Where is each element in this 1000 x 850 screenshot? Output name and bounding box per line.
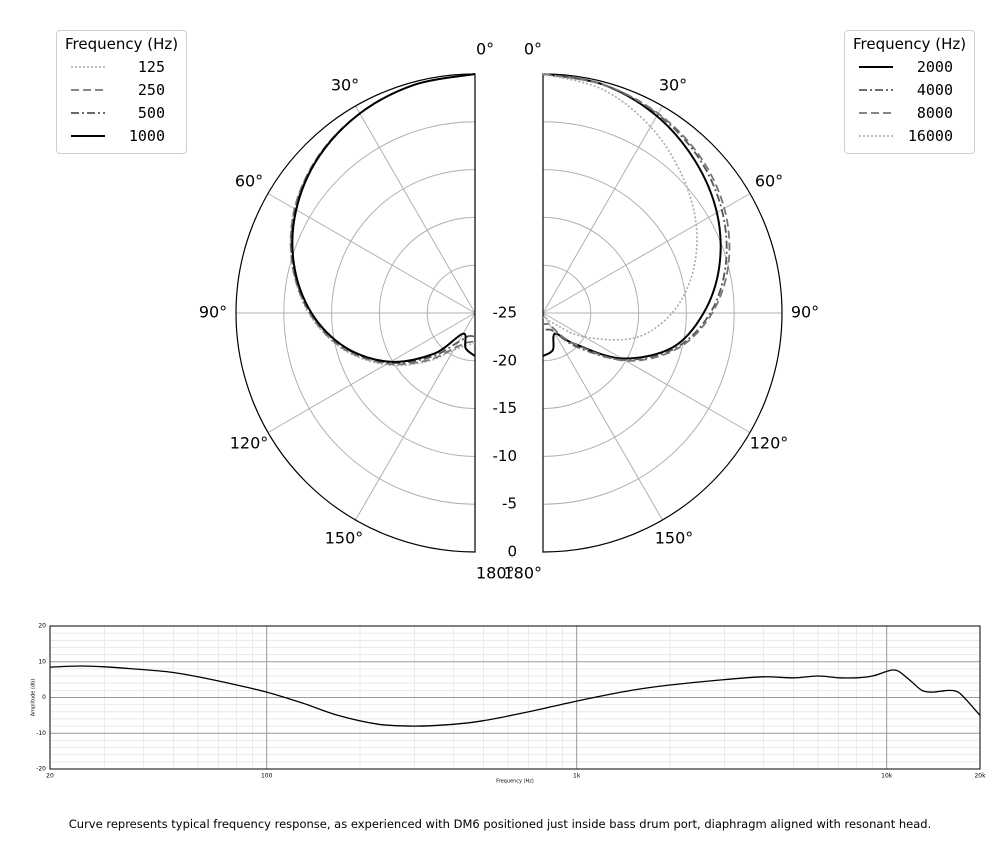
polar-spoke bbox=[356, 106, 476, 313]
legend-label: 500 bbox=[137, 103, 165, 122]
polar-plot-left bbox=[199, 40, 517, 583]
legend-item bbox=[65, 78, 178, 101]
legend-swatch bbox=[71, 62, 105, 72]
polar-angle-label: 60° bbox=[234, 171, 264, 191]
legend-item bbox=[65, 101, 178, 124]
legend-item bbox=[65, 124, 178, 147]
polar-series-4000 bbox=[543, 74, 727, 360]
polar-plot-right bbox=[503, 40, 819, 583]
legend-swatch bbox=[859, 62, 893, 72]
polar-angle-label: 0° bbox=[523, 39, 542, 59]
polar-series-250 bbox=[291, 74, 475, 364]
polar-spoke bbox=[268, 194, 475, 314]
x-axis-label: Frequency (Hz) bbox=[496, 778, 534, 785]
legend-item bbox=[853, 55, 966, 78]
polar-angle-label: 30° bbox=[330, 75, 360, 95]
polar-angle-label: 30° bbox=[658, 75, 688, 95]
legend-right bbox=[844, 30, 975, 154]
legend-swatch bbox=[71, 85, 105, 95]
legend-swatch bbox=[859, 85, 893, 95]
polar-spoke bbox=[543, 106, 663, 313]
frequency-response-plot bbox=[31, 623, 987, 785]
x-tick-label: 10k bbox=[881, 772, 893, 780]
legend-title-left: Frequency (Hz) bbox=[65, 35, 179, 53]
frequency-response-curve bbox=[50, 666, 980, 726]
polar-angle-label: 180° bbox=[476, 563, 515, 583]
figure-caption: Curve represents typical frequency response, as experienced with DM6 positioned just inside bass drum port, diaphragm aligned with resonant head. bbox=[68, 817, 932, 831]
x-tick-label: 20k bbox=[974, 772, 986, 780]
legend-label: 125 bbox=[137, 57, 165, 76]
y-tick-label: -20 bbox=[36, 765, 46, 773]
y-tick-label: 0 bbox=[42, 694, 46, 701]
legend-label: 16000 bbox=[907, 126, 953, 145]
polar-radial-label: -25 bbox=[492, 303, 517, 322]
legend-label: 8000 bbox=[916, 103, 953, 122]
y-axis-label: Amplitude (db) bbox=[30, 678, 37, 717]
legend-item bbox=[853, 124, 966, 147]
polar-spoke bbox=[543, 313, 750, 433]
polar-radial-label: -5 bbox=[502, 494, 517, 513]
polar-series-1000 bbox=[292, 74, 475, 362]
legend-swatch bbox=[859, 108, 893, 118]
polar-radial-label: -20 bbox=[492, 351, 517, 370]
polar-series-500 bbox=[292, 74, 475, 363]
legend-label: 1000 bbox=[128, 126, 165, 145]
polar-radial-label: -15 bbox=[492, 399, 517, 418]
polar-spoke bbox=[268, 313, 475, 433]
legend-label: 250 bbox=[137, 80, 165, 99]
polar-angle-label: 0° bbox=[476, 39, 495, 59]
polar-series-2000 bbox=[543, 74, 721, 358]
y-tick-label: -10 bbox=[36, 729, 46, 737]
legend-label: 4000 bbox=[916, 80, 953, 99]
legend-title-right: Frequency (Hz) bbox=[853, 35, 967, 53]
legend-item bbox=[65, 55, 178, 78]
polar-radial-label: -10 bbox=[492, 446, 517, 465]
x-tick-label: 100 bbox=[260, 772, 273, 780]
polar-spoke bbox=[543, 313, 663, 520]
polar-angle-label: 150° bbox=[324, 528, 364, 548]
legend-item bbox=[853, 78, 966, 101]
legend-swatch bbox=[859, 131, 893, 141]
legend-swatch bbox=[71, 131, 105, 141]
polar-angle-label: 180° bbox=[503, 563, 542, 583]
y-tick-label: 20 bbox=[38, 622, 46, 630]
polar-angle-label: 120° bbox=[749, 433, 789, 453]
polar-spoke bbox=[356, 313, 476, 520]
legend-item bbox=[853, 101, 966, 124]
legend-swatch bbox=[71, 108, 105, 118]
y-tick-label: 10 bbox=[38, 658, 46, 666]
polar-angle-label: 60° bbox=[754, 171, 784, 191]
polar-angle-label: 150° bbox=[654, 528, 694, 548]
x-tick-label: 20 bbox=[46, 772, 54, 780]
polar-angle-label: 120° bbox=[229, 433, 269, 453]
polar-radial-label: 0 bbox=[507, 542, 517, 561]
legend-left bbox=[56, 30, 187, 154]
legend-label: 2000 bbox=[916, 57, 953, 76]
polar-angle-label: 90° bbox=[790, 302, 820, 322]
polar-angle-label: 90° bbox=[198, 302, 228, 322]
x-tick-label: 1k bbox=[573, 772, 581, 780]
